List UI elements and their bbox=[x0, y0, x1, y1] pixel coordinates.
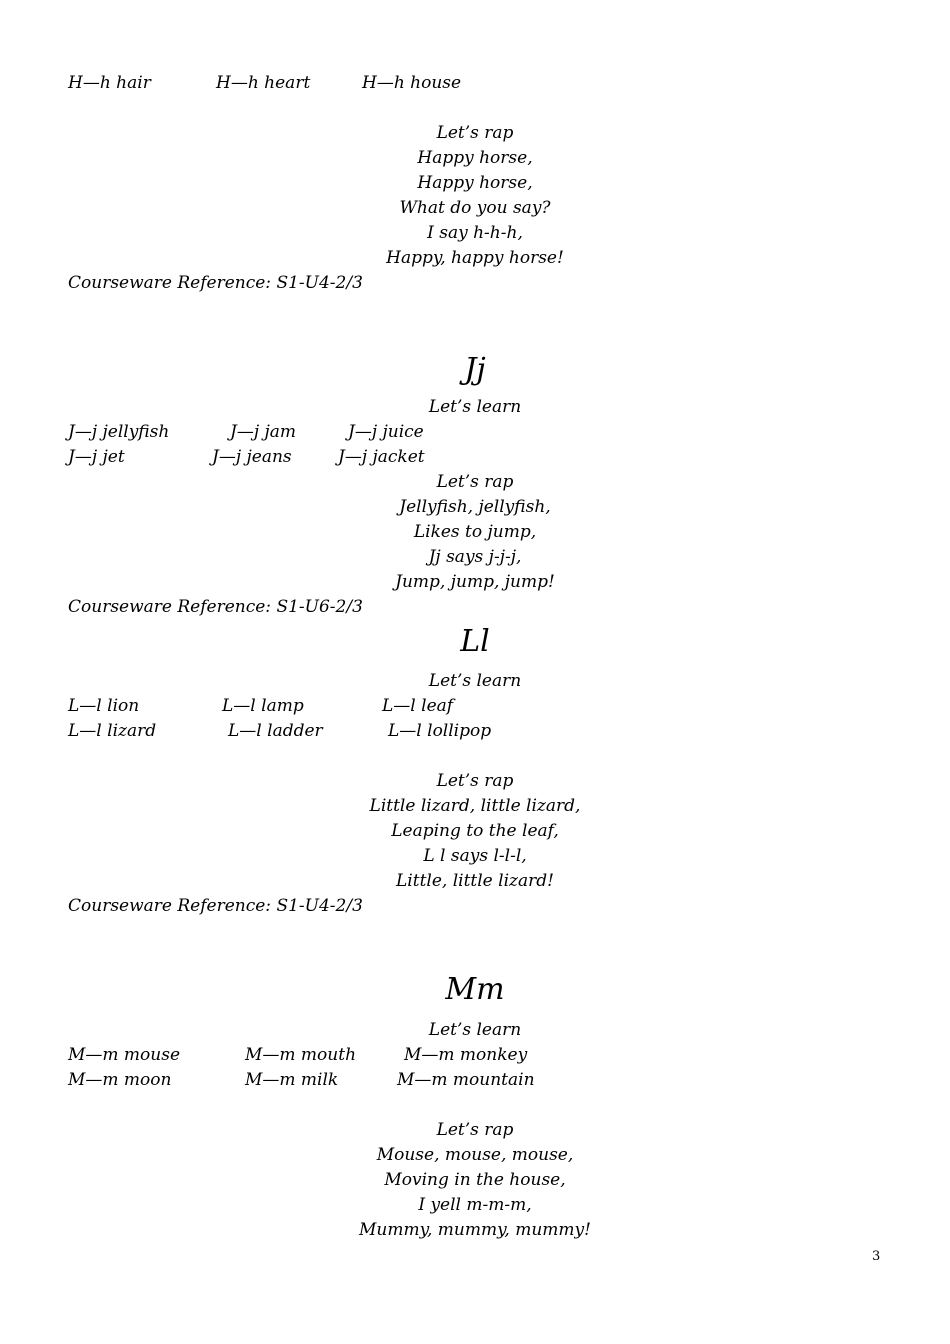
l-word-lollipop: L—l lollipop bbox=[388, 721, 492, 741]
h-word-house: H—h house bbox=[362, 73, 462, 93]
l-word-lion: L—l lion bbox=[68, 696, 140, 716]
h-courseware-reference: Courseware Reference: S1-U4-2/3 bbox=[68, 273, 363, 293]
m-word-mouse: M—m mouse bbox=[68, 1045, 181, 1065]
j-learn-heading: Let’s learn bbox=[428, 397, 522, 417]
j-word-jeans: J—j jeans bbox=[212, 447, 292, 467]
l-rap-heading: Let’s rap bbox=[436, 771, 514, 791]
l-word-ladder: L—l ladder bbox=[228, 721, 323, 741]
h-rap-line: Happy, happy horse! bbox=[386, 248, 564, 268]
j-rap-line: Jump, jump, jump! bbox=[395, 572, 555, 592]
h-rap-line: I say h-h-h, bbox=[427, 223, 523, 243]
l-word-leaf: L—l leaf bbox=[382, 696, 454, 716]
m-rap-line: Mummy, mummy, mummy! bbox=[359, 1220, 591, 1240]
h-rap-line: Happy horse, bbox=[417, 173, 533, 193]
m-word-milk: M—m milk bbox=[245, 1070, 339, 1090]
l-learn-heading: Let’s learn bbox=[428, 671, 522, 691]
m-rap-line: Mouse, mouse, mouse, bbox=[376, 1145, 574, 1165]
j-rap-line: Likes to jump, bbox=[413, 522, 537, 542]
j-word-jam: J—j jam bbox=[230, 422, 297, 442]
m-section-title: Mm bbox=[445, 972, 505, 1007]
j-rap-line: Jellyfish, jellyfish, bbox=[399, 497, 551, 517]
j-word-jacket: J—j jacket bbox=[338, 447, 425, 467]
j-word-jet: J—j jet bbox=[68, 447, 125, 467]
h-word-heart: H—h heart bbox=[216, 73, 311, 93]
h-rap-line: Happy horse, bbox=[417, 148, 533, 168]
h-rap-line: What do you say? bbox=[399, 198, 551, 218]
m-rap-heading: Let’s rap bbox=[436, 1120, 514, 1140]
m-word-moon: M—m moon bbox=[68, 1070, 172, 1090]
l-section-title: Ll bbox=[460, 624, 490, 659]
l-rap-line: Little lizard, little lizard, bbox=[369, 796, 581, 816]
l-word-lizard: L—l lizard bbox=[68, 721, 157, 741]
j-rap-heading: Let’s rap bbox=[436, 472, 514, 492]
page-number: 3 bbox=[872, 1249, 881, 1264]
l-rap-line: L l says l-l-l, bbox=[423, 846, 527, 866]
l-rap-line: Leaping to the leaf, bbox=[391, 821, 559, 841]
l-word-lamp: L—l lamp bbox=[222, 696, 304, 716]
m-learn-heading: Let’s learn bbox=[428, 1020, 522, 1040]
l-rap-line: Little, little lizard! bbox=[396, 871, 554, 891]
m-word-mouth: M—m mouth bbox=[245, 1045, 357, 1065]
m-word-monkey: M—m monkey bbox=[404, 1045, 528, 1065]
m-rap-line: Moving in the house, bbox=[384, 1170, 566, 1190]
l-courseware-reference: Courseware Reference: S1-U4-2/3 bbox=[68, 896, 363, 916]
h-word-hair: H—h hair bbox=[68, 73, 151, 93]
m-rap-line: I yell m-m-m, bbox=[418, 1195, 532, 1215]
j-section-title: Jj bbox=[464, 352, 486, 387]
m-word-mountain: M—m mountain bbox=[397, 1070, 535, 1090]
j-rap-line: Jj says j-j-j, bbox=[428, 547, 522, 567]
j-word-juice: J—j juice bbox=[348, 422, 424, 442]
j-word-jellyfish: J—j jellyfish bbox=[68, 422, 170, 442]
j-courseware-reference: Courseware Reference: S1-U6-2/3 bbox=[68, 597, 363, 617]
h-rap-heading: Let’s rap bbox=[436, 123, 514, 143]
